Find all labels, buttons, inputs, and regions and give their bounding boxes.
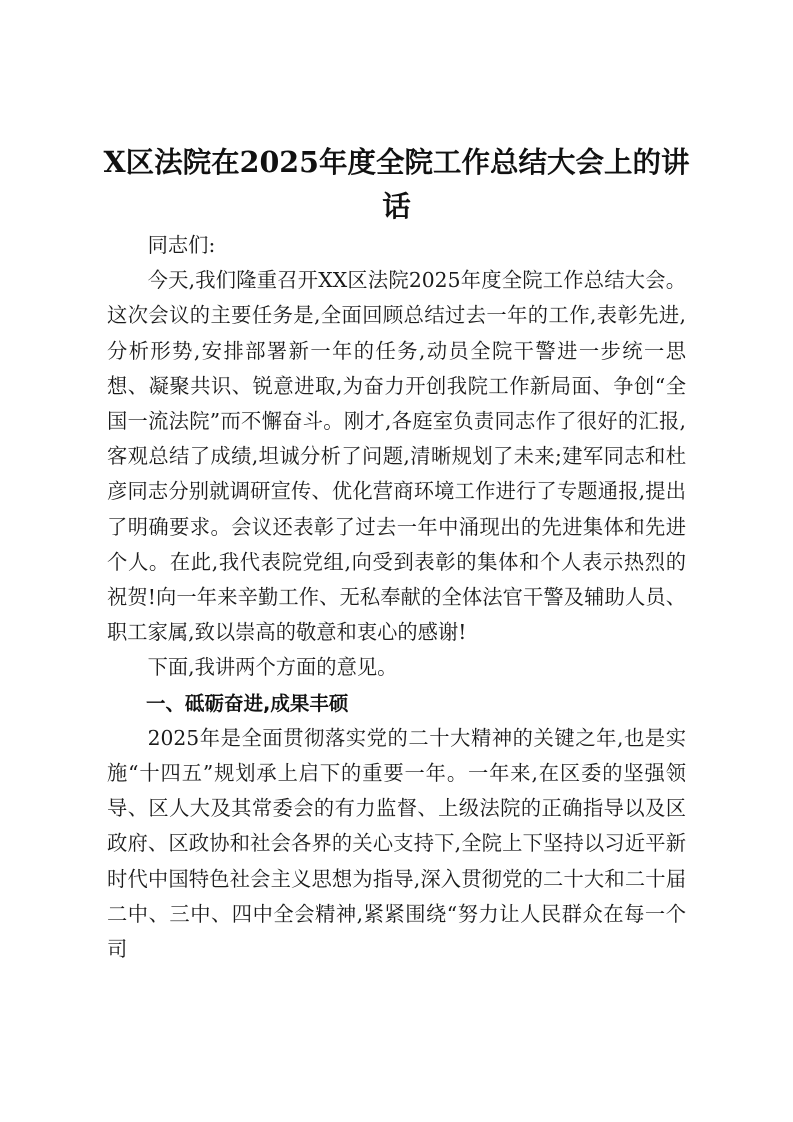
document-body [107,228,686,967]
section-heading: 一、砥砺奋进,成果丰硕 [146,691,349,715]
document-title: X区法院在2025年度全院工作总结大会上的讲话 [103,145,690,223]
transition-paragraph: 下面,我讲两个方面的意见。 [147,655,398,680]
salutation: 同志们: [147,233,216,257]
section-paragraph: 2025年是全面贯彻落实党的二十大精神的关键之年,也是实施“十四五”规划承上启下的重要一年。一年来,在区委的坚强领导、区人大及其常委会的有力监督、上级法院的正确指导以及区政府、区政协和社会各界的关心支持下,全院上下坚持以习近平新时代中国特色社会主义思想为指导,深入贯彻党的二十大和二十届二中、三中、四中全会精神,紧紧围绕“努力让人民群众在每一个司 [107,725,686,962]
opening-paragraph: 今天,我们隆重召开XX区法院2025年度全院工作总结大会。这次会议的主要任务是,全面回顾总结过去一年的工作,表彰先进,分析形势,安排部署新一年的任务,动员全院干警进一步统一思想、凝聚共识、锐意进取,为奋力开创我院工作新局面、争创“全国一流法院”而不懈奋斗。刚才,各庭室负责同志作了很好的汇报,客观总结了成绩,坦诚分析了问题,清晰规划了未来;建军同志和杜彦同志分别就调研宣传、优化营商环境工作进行了专题通报,提出了明确要求。会议还表彰了过去一年中涌现出的先进集体和先进个人。在此,我代表院党组,向受到表彰的集体和个人表示热烈的祝贺!向一年来辛勤工作、无私奉献的全体法官干警及辅助人员、职工家属,致以崇高的敬意和衷心的感谢! [107,268,686,645]
